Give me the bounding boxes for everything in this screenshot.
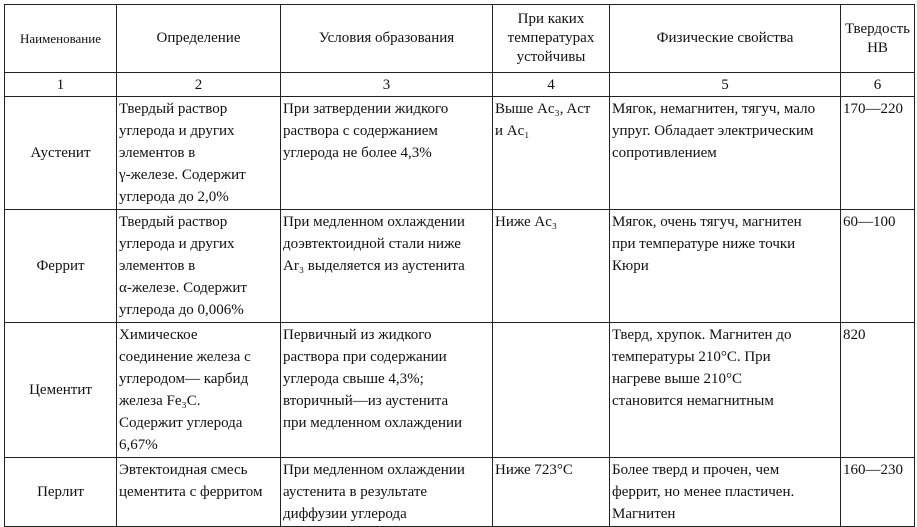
cell-line: α-железе. Содержит <box>119 280 247 296</box>
cell-line: феррит, но менее пластичен. <box>612 484 795 500</box>
cell-formation <box>281 458 493 527</box>
cell-definition <box>117 97 281 210</box>
cell-properties <box>610 323 841 458</box>
cell-line: аустенита в результате <box>283 484 428 500</box>
cell-line: нагреве выше 210°С <box>612 371 743 387</box>
cell-formation <box>281 210 493 323</box>
cell-hardness: 160—230 <box>841 458 915 527</box>
cell-line: Выше Ac₃, Acт <box>495 101 591 117</box>
cell-properties <box>610 458 841 527</box>
cell-line: становится немагнитным <box>612 393 774 409</box>
table-row <box>5 323 915 458</box>
cell-line: γ-железе. Содержит <box>119 167 246 183</box>
cell-line: вторичный—из аустенита <box>283 393 449 409</box>
cell-line: Первичный из жидкого <box>283 327 432 343</box>
cell-line: при медленном охлаждении <box>283 415 463 431</box>
cell-properties <box>610 210 841 323</box>
cell-formation <box>281 97 493 210</box>
cell-line: сопротивлением <box>612 145 717 161</box>
cell-line: упруг. Обладает электрическим <box>612 123 814 139</box>
cell-line: углеродом— карбид <box>119 371 249 387</box>
cell-line: и Ac₁ <box>495 123 530 139</box>
cell-line: Ar₃ выделяется из аустенита <box>283 258 465 274</box>
cell-line: углерода не более 4,3% <box>283 145 432 161</box>
header-formation: Условия образования <box>281 5 493 73</box>
cell-definition <box>117 323 281 458</box>
cell-line: диффузии углерода <box>283 506 407 522</box>
column-number: 4 <box>493 73 610 97</box>
cell-hardness: 820 <box>841 323 915 458</box>
cell-line: доэвтектоидной стали ниже <box>283 236 461 252</box>
cell-line: Магнитен <box>612 506 676 522</box>
cell-name: Цементит <box>5 323 117 458</box>
cell-line: углерода свыше 4,3%; <box>283 371 424 387</box>
cell-line: При затвердении жидкого <box>283 101 449 117</box>
cell-line: температуры 210°С. При <box>612 349 771 365</box>
cell-definition <box>117 458 281 527</box>
cell-line: Мягок, очень тягуч, магнитен <box>612 214 802 230</box>
cell-line: раствора с содержанием <box>283 123 438 139</box>
cell-line: Более тверд и прочен, чем <box>612 462 780 478</box>
column-number: 2 <box>117 73 281 97</box>
cell-line: При медленном охлаждении <box>283 214 465 230</box>
cell-temperature <box>493 210 610 323</box>
cell-line: Содержит углерода <box>119 415 243 431</box>
cell-formation <box>281 323 493 458</box>
cell-line: углерода и других <box>119 236 235 252</box>
cell-hardness: 170—220 <box>841 97 915 210</box>
table-body <box>5 97 915 527</box>
cell-line: Мягок, немагнитен, тягуч, мало <box>612 101 816 117</box>
cell-name: Перлит <box>5 458 117 527</box>
header-definition: Определение <box>117 5 281 73</box>
header-temperature: При каких температурах устойчивы <box>493 5 610 73</box>
cell-temperature <box>493 323 610 458</box>
cell-line: Кюри <box>612 258 649 274</box>
cell-line: раствора при содержании <box>283 349 447 365</box>
cell-line: Ниже Ac₃ <box>495 214 558 230</box>
cell-line: Эвтектоидная смесь <box>119 462 248 478</box>
table-row <box>5 458 915 527</box>
cell-line: Твердый раствор <box>119 101 228 117</box>
cell-line: соединение железа с <box>119 349 251 365</box>
cell-line: При медленном охлаждении <box>283 462 465 478</box>
cell-line: углерода и других <box>119 123 235 139</box>
cell-line: 6,67% <box>119 437 158 453</box>
cell-temperature <box>493 97 610 210</box>
column-number: 3 <box>281 73 493 97</box>
cell-name: Феррит <box>5 210 117 323</box>
header-name: Наименование <box>5 5 117 73</box>
cell-definition <box>117 210 281 323</box>
cell-line: цементита с ферритом <box>119 484 263 500</box>
column-number: 1 <box>5 73 117 97</box>
cell-name: Аустенит <box>5 97 117 210</box>
cell-line: элементов в <box>119 145 196 161</box>
header-hardness: Твердость НВ <box>841 5 915 73</box>
header-row <box>5 5 915 73</box>
header-properties: Физические свойства <box>610 5 841 73</box>
cell-line: при температуре ниже точки <box>612 236 796 252</box>
column-number-row <box>5 73 915 97</box>
structures-table <box>4 4 915 527</box>
cell-line: Химическое <box>119 327 198 343</box>
cell-line: элементов в <box>119 258 196 274</box>
column-number: 6 <box>841 73 915 97</box>
column-number: 5 <box>610 73 841 97</box>
cell-temperature <box>493 458 610 527</box>
cell-hardness: 60—100 <box>841 210 915 323</box>
cell-line: железа Fe₃C. <box>119 393 201 409</box>
table-row <box>5 97 915 210</box>
cell-line: углерода до 0,006% <box>119 302 244 318</box>
table-row <box>5 210 915 323</box>
cell-properties <box>610 97 841 210</box>
cell-line: Тверд, хрупок. Магнитен до <box>612 327 792 343</box>
cell-line: углерода до 2,0% <box>119 189 229 205</box>
cell-line: Ниже 723°С <box>495 462 573 478</box>
cell-line: Твердый раствор <box>119 214 228 230</box>
